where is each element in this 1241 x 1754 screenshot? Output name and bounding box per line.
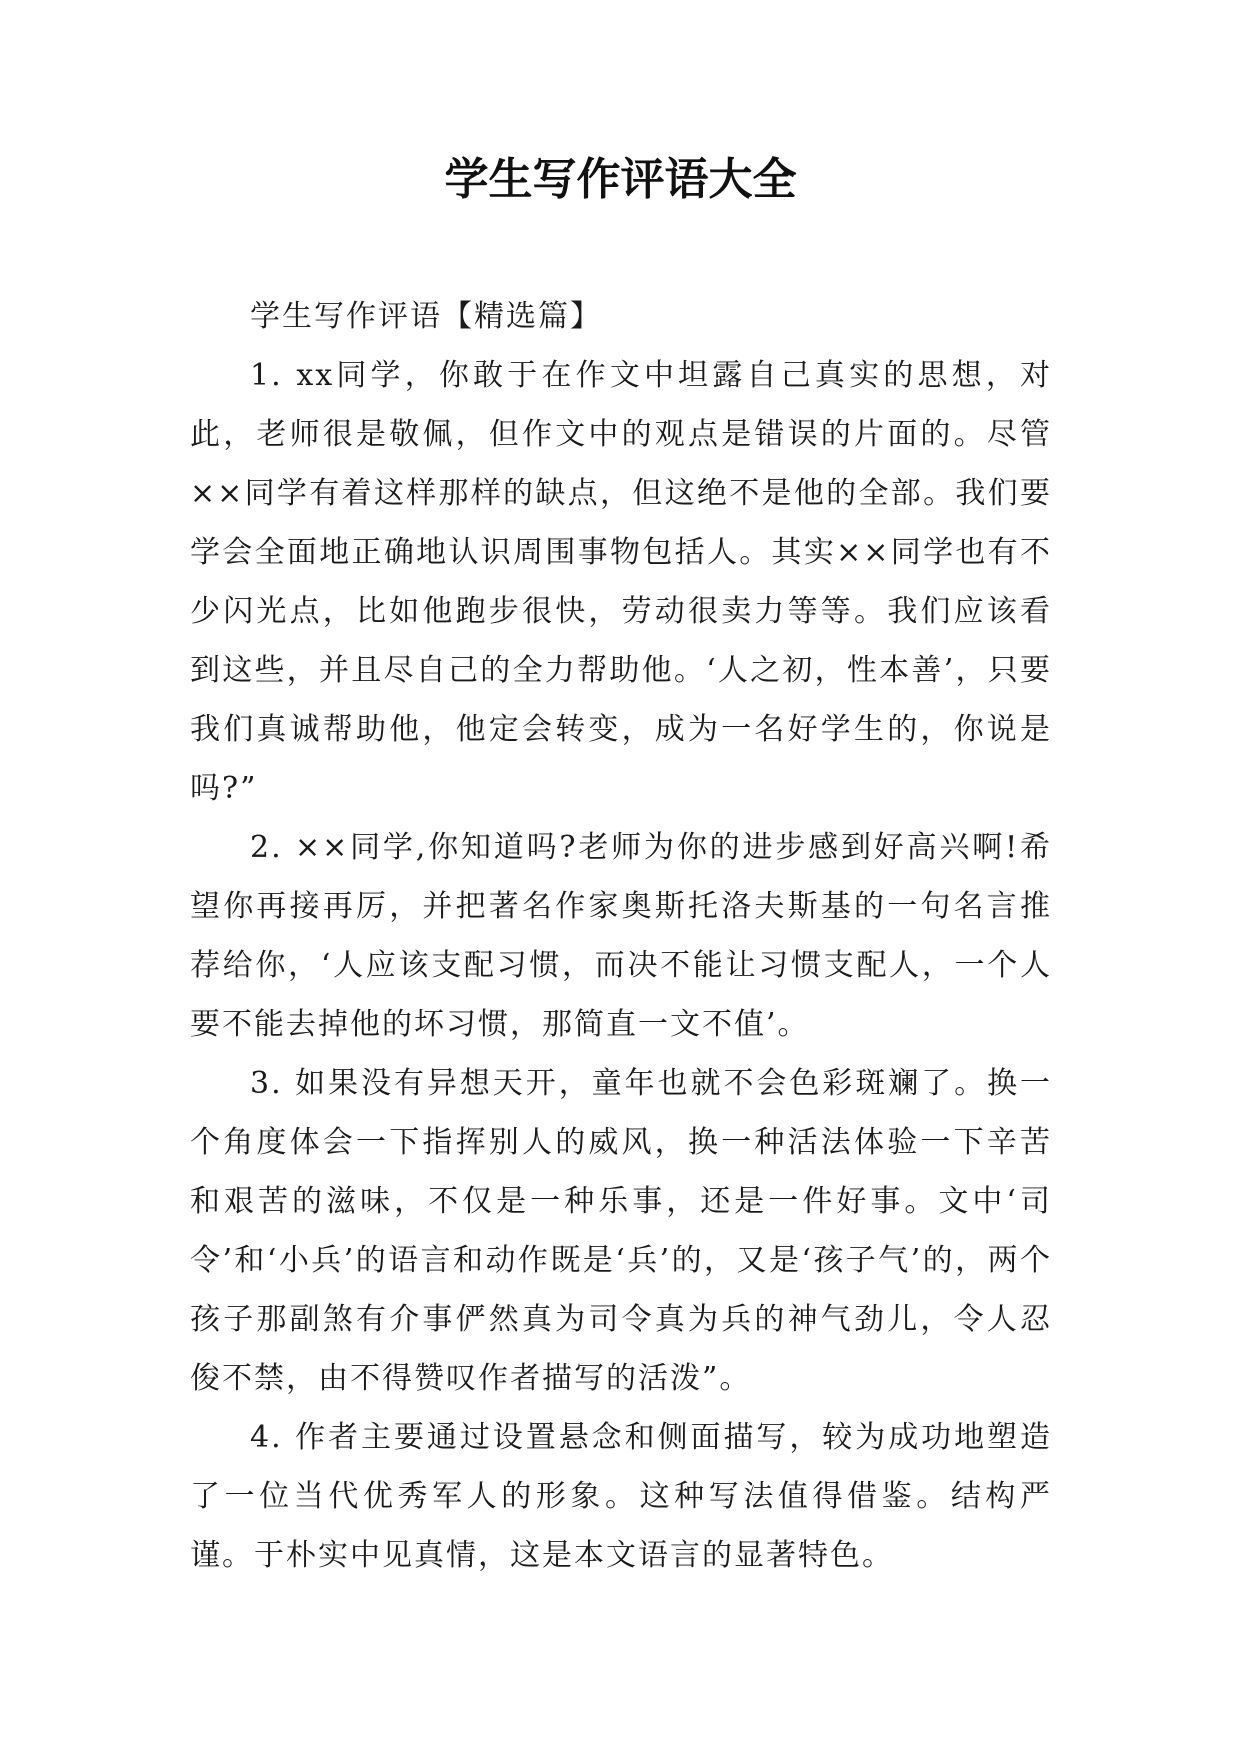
section-heading: 学生写作评语【精选篇】 <box>250 299 602 334</box>
comment-paragraph-3: 3. 如果没有异想天开，童年也就不会色彩斑斓了。换一个角度体会一下指挥别人的威风，换一种活法体验一下辛苦和艰苦的滋味，不仅是一种乐事，还是一件好事。文中‘司令’和‘小兵’的语言和动作既是‘兵’的，又是‘孩子气’的，两个孩子那副煞有介事俨然真为司令真为兵的神气劲儿，令人忍俊不禁，由不得赞叹作者描写的活泼”。 <box>190 1066 1052 1396</box>
document-body <box>190 287 1052 1585</box>
comment-paragraph-2: 2. ××同学,你知道吗?老师为你的进步感到好高兴啊!希望你再接再厉，并把著名作家奥斯托洛夫斯基的一句名言推荐给你，‘人应该支配习惯，而决不能让习惯支配人，一个人要不能去掉他的坏习惯，那简直一文不值’。 <box>190 830 1052 1042</box>
comment-paragraph-1: 1. xx同学，你敢于在作文中坦露自己真实的思想，对此，老师很是敬佩，但作文中的观点是错误的片面的。尽管××同学有着这样那样的缺点，但这绝不是他的全部。我们要学会全面地正确地认识周围事物包括人。其实××同学也有不少闪光点，比如他跑步很快，劳动很卖力等等。我们应该看到这些，并且尽自己的全力帮助他。‘人之初，性本善’，只要我们真诚帮助他，他定会转变，成为一名好学生的，你说是吗?” <box>190 358 1052 806</box>
page-title: 学生写作评语大全 <box>444 154 797 205</box>
comment-paragraph-4: 4. 作者主要通过设置悬念和侧面描写，较为成功地塑造了一位当代优秀军人的形象。这种写法值得借鉴。结构严谨。于朴实中见真情，这是本文语言的显著特色。 <box>190 1420 1052 1573</box>
